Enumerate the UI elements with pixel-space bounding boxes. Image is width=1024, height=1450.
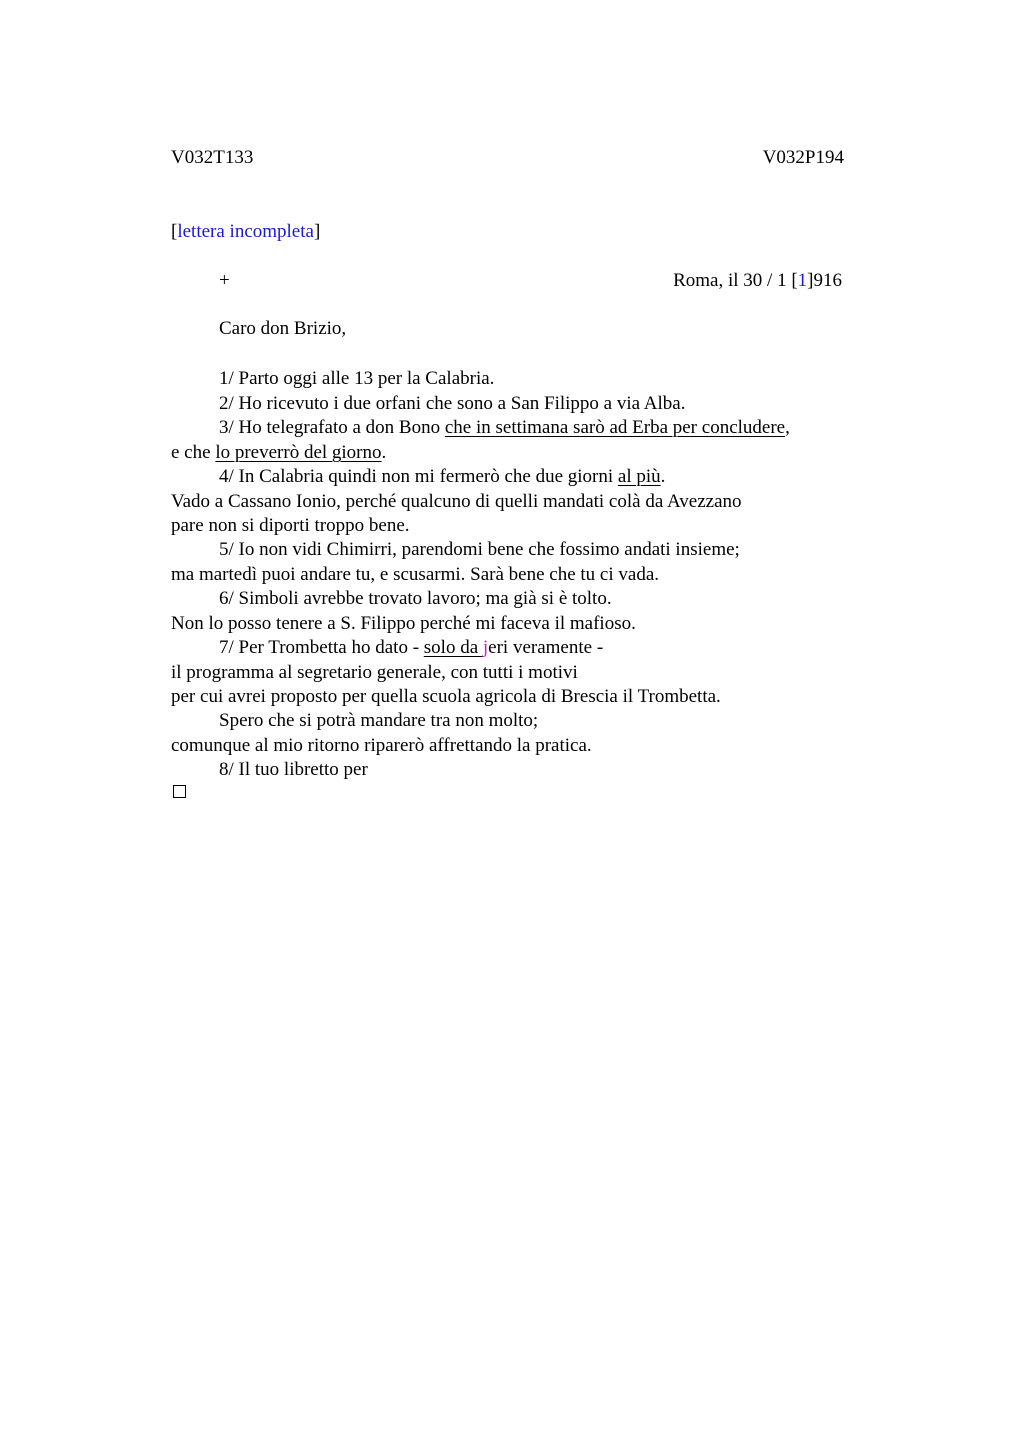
p7-text-b: eri veramente - bbox=[488, 637, 604, 658]
salutation: Caro don Brizio, bbox=[219, 318, 347, 339]
p3-underlined-1: che in settimana sarò ad Erba per concludere bbox=[444, 417, 786, 438]
p3-underlined-2: lo preverrò del giorno bbox=[215, 442, 382, 463]
p3-text-b: , bbox=[785, 417, 790, 438]
cross-mark: + bbox=[219, 270, 230, 291]
p4-underlined: al più bbox=[617, 466, 661, 487]
paragraph-8: 8/ Il tuo libretto per bbox=[219, 759, 368, 780]
p7-underlined: solo da bbox=[423, 637, 483, 658]
note-text: lettera incompleta bbox=[177, 221, 314, 242]
editorial-note bbox=[171, 220, 320, 244]
paragraph-5-line-1: 5/ Io non vidi Chimirri, parendomi bene che fossimo andati insieme; bbox=[219, 539, 740, 560]
note-close-bracket: ] bbox=[313, 221, 321, 242]
paragraph-7-line-4: Spero che si potrà mandare tra non molto; bbox=[219, 710, 539, 731]
document-code-left: V032T133 bbox=[171, 147, 254, 168]
paragraph-1: 1/ Parto oggi alle 13 per la Calabria. bbox=[219, 368, 495, 389]
letter-date bbox=[673, 269, 842, 293]
date-prefix: Roma, il 30 / 1 [ bbox=[673, 270, 798, 291]
paragraph-2: 2/ Ho ricevuto i due orfani che sono a San Filippo a via Alba. bbox=[219, 393, 686, 414]
p3-text-d: . bbox=[381, 442, 387, 463]
date-restored-digit: 1 bbox=[797, 270, 808, 291]
paragraph-6-line-2: Non lo posso tenere a S. Filippo perché mi faceva il mafioso. bbox=[171, 613, 636, 634]
paragraph-7-line-3: per cui avrei proposto per quella scuola agricola di Brescia il Trombetta. bbox=[171, 686, 721, 707]
paragraph-4-line-1 bbox=[219, 465, 665, 489]
paragraph-6-line-1: 6/ Simboli avrebbe trovato lavoro; ma già si è tolto. bbox=[219, 588, 612, 609]
paragraph-4-line-2: Vado a Cassano Ionio, perché qualcuno di quelli mandati colà da Avezzano bbox=[171, 491, 742, 512]
document-code-right: V032P194 bbox=[762, 147, 844, 168]
p4-text-a: 4/ In Calabria quindi non mi fermerò che due giorni bbox=[219, 466, 618, 487]
end-of-text-box-icon bbox=[173, 785, 186, 798]
date-suffix: ]916 bbox=[807, 270, 842, 291]
p3-text-c: e che bbox=[171, 442, 216, 463]
note-open-bracket: [ bbox=[171, 221, 178, 242]
paragraph-7-line-2: il programma al segretario generale, con tutti i motivi bbox=[171, 662, 578, 683]
paragraph-7-line-1 bbox=[219, 636, 603, 660]
p7-restored-letter: j bbox=[482, 637, 489, 658]
paragraph-3-line-1 bbox=[219, 416, 790, 440]
paragraph-3-line-2 bbox=[171, 441, 386, 465]
p4-text-b: . bbox=[660, 466, 666, 487]
p7-text-a: 7/ Per Trombetta ho dato - bbox=[219, 637, 424, 658]
paragraph-4-line-3: pare non si diporti troppo bene. bbox=[171, 515, 410, 536]
paragraph-7-line-5: comunque al mio ritorno riparerò affrettando la pratica. bbox=[171, 735, 592, 756]
p3-text-a: 3/ Ho telegrafato a don Bono bbox=[219, 417, 445, 438]
paragraph-5-line-2: ma martedì puoi andare tu, e scusarmi. Sarà bene che tu ci vada. bbox=[171, 564, 659, 585]
